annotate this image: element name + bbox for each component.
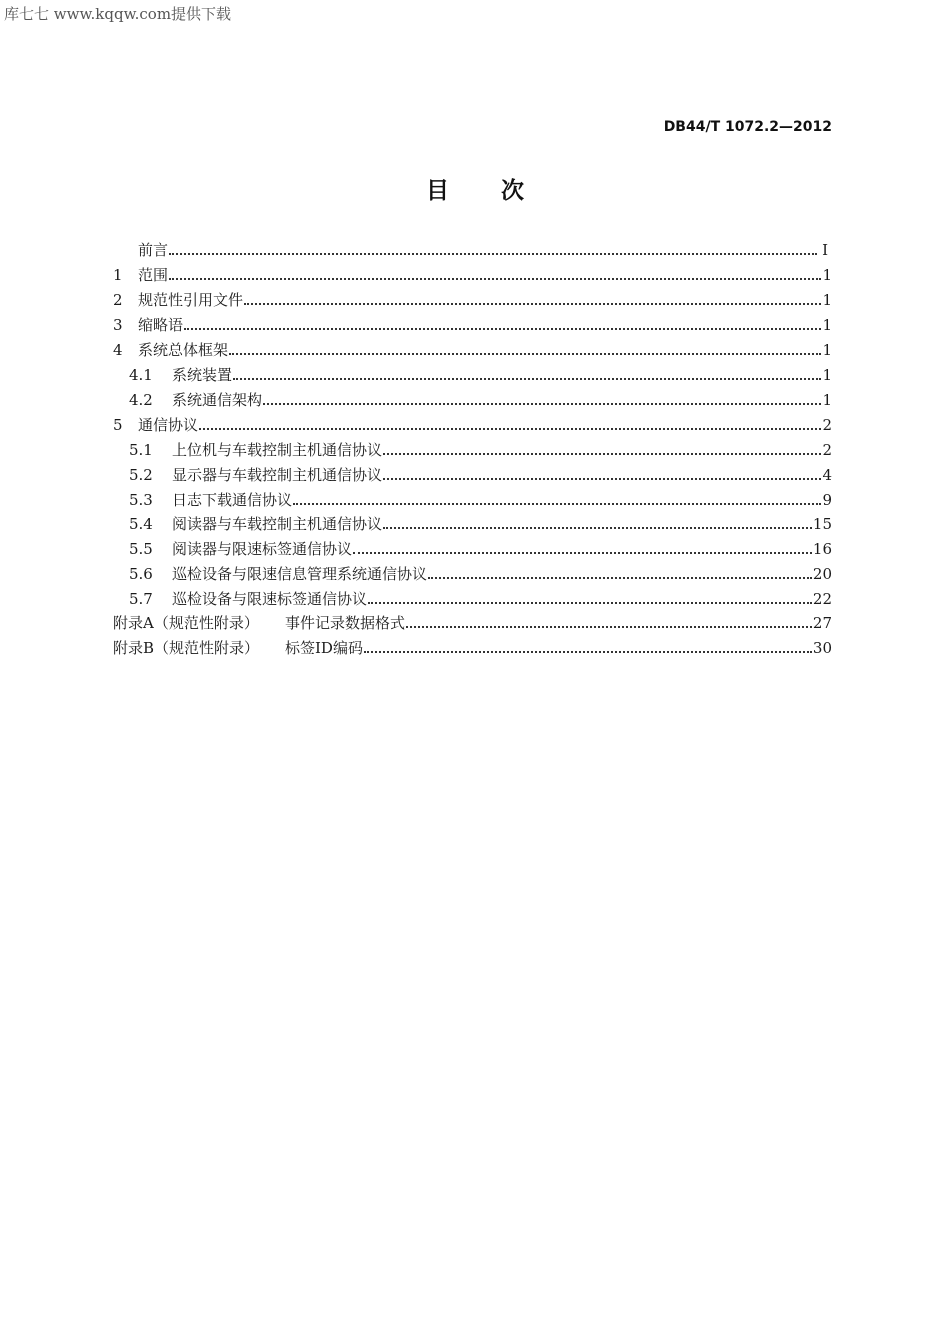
toc-leader-dots [169, 260, 821, 280]
toc-leader-dots [244, 285, 821, 305]
toc-entry-number: 5 [113, 416, 123, 434]
toc-entry-label: 标签ID编码 [285, 639, 363, 657]
toc-entry[interactable] [129, 560, 832, 584]
toc-leader-dots [428, 559, 812, 579]
toc-entry-page: 30 [812, 639, 832, 657]
toc-entry-label: 事件记录数据格式 [285, 614, 406, 632]
toc-leader-dots [383, 435, 821, 455]
toc-entry-page: 4 [822, 466, 832, 484]
toc-entry-page: 1 [822, 316, 832, 334]
toc-leader-dots [383, 509, 812, 529]
toc-entry-page: 27 [812, 614, 832, 632]
toc-entry[interactable] [113, 336, 832, 360]
toc-entry-label: 前言 [138, 241, 169, 259]
toc-entry-page: 22 [812, 590, 832, 608]
toc-entry-number: 5.1 [129, 441, 153, 459]
toc-entry-page: 1 [822, 391, 832, 409]
toc-entry[interactable] [113, 634, 832, 658]
toc-entry-number: 5.7 [129, 590, 153, 608]
toc-entry[interactable] [129, 386, 832, 410]
toc-entry[interactable] [113, 411, 832, 435]
toc-leader-dots [406, 608, 812, 628]
toc-entry-number: 附录B（规范性附录） [113, 639, 260, 657]
toc-entry[interactable] [113, 311, 832, 335]
toc-leader-dots [353, 534, 812, 554]
toc-entry-label: 上位机与车载控制主机通信协议 [172, 441, 383, 459]
toc-leader-dots [263, 385, 821, 405]
toc-entry-number: 1 [113, 266, 123, 284]
toc-entry-page: 2 [822, 416, 832, 434]
toc-leader-dots [184, 310, 821, 330]
toc-entry-page: 2 [822, 441, 832, 459]
toc-entry-number: 2 [113, 291, 123, 309]
toc-entry-page: 1 [822, 291, 832, 309]
toc-leader-dots [169, 235, 817, 255]
toc-entry[interactable] [129, 436, 832, 460]
toc-entry-label: 通信协议 [138, 416, 199, 434]
toc-entry[interactable] [129, 461, 832, 485]
toc-entry-page: 16 [812, 540, 832, 558]
page-title [0, 172, 950, 205]
toc-entry[interactable] [129, 510, 832, 534]
toc-entry[interactable] [129, 535, 832, 559]
page-title-right: 次 [501, 178, 524, 204]
toc-entry-label: 日志下载通信协议 [172, 491, 293, 509]
toc-entry-number: 5.3 [129, 491, 153, 509]
page-title-left: 目 [426, 178, 449, 204]
toc-entry-number: 5.6 [129, 565, 153, 583]
toc-entry-label: 阅读器与限速标签通信协议 [172, 540, 353, 558]
toc-entry[interactable] [129, 486, 832, 510]
toc-entry-number: 3 [113, 316, 123, 334]
toc-entry-number: 4.1 [129, 366, 153, 384]
toc-leader-dots [229, 335, 821, 355]
standard-number: DB44/T 1072.2—2012 [663, 119, 832, 135]
toc-entry-page: 15 [812, 515, 832, 533]
toc-entry-number: 4 [113, 341, 123, 359]
toc-leader-dots [199, 410, 821, 430]
toc-leader-dots [293, 485, 821, 505]
toc-entry-page: 1 [822, 266, 832, 284]
toc-entry[interactable] [113, 261, 832, 285]
toc-entry-page: 20 [812, 565, 832, 583]
toc-entry-label: 系统装置 [172, 366, 233, 384]
toc-leader-dots [364, 633, 812, 653]
toc-entry-label: 系统总体框架 [138, 341, 229, 359]
toc-entry[interactable] [129, 361, 832, 385]
toc-entry-label: 系统通信架构 [172, 391, 263, 409]
toc-entry-label: 阅读器与车载控制主机通信协议 [172, 515, 383, 533]
toc-entry-page: 9 [822, 491, 832, 509]
toc-entry[interactable] [129, 585, 832, 609]
toc-entry-label: 范围 [138, 266, 169, 284]
toc-leader-dots [233, 360, 821, 380]
toc-entry-page: 1 [822, 366, 832, 384]
toc-entry-label: 缩略语 [138, 316, 184, 334]
toc-leader-dots [383, 460, 821, 480]
toc-entry-page: I [822, 241, 828, 259]
toc-entry-number: 5.4 [129, 515, 153, 533]
toc-entry-label: 巡检设备与限速信息管理系统通信协议 [172, 565, 428, 583]
toc-entry-page: 1 [822, 341, 832, 359]
watermark-text: 库七七 www.kqqw.com提供下载 [4, 5, 232, 23]
toc-entry[interactable] [113, 286, 832, 310]
toc-entry-label: 规范性引用文件 [138, 291, 244, 309]
toc-entry-label: 显示器与车载控制主机通信协议 [172, 466, 383, 484]
toc-entry-number: 附录A（规范性附录） [113, 614, 259, 632]
toc-entry-number: 5.2 [129, 466, 153, 484]
toc-entry-number: 5.5 [129, 540, 153, 558]
toc-leader-dots [368, 584, 812, 604]
toc-entry[interactable] [138, 236, 828, 260]
toc-entry-number: 4.2 [129, 391, 153, 409]
toc-entry[interactable] [113, 609, 832, 633]
toc-entry-label: 巡检设备与限速标签通信协议 [172, 590, 368, 608]
